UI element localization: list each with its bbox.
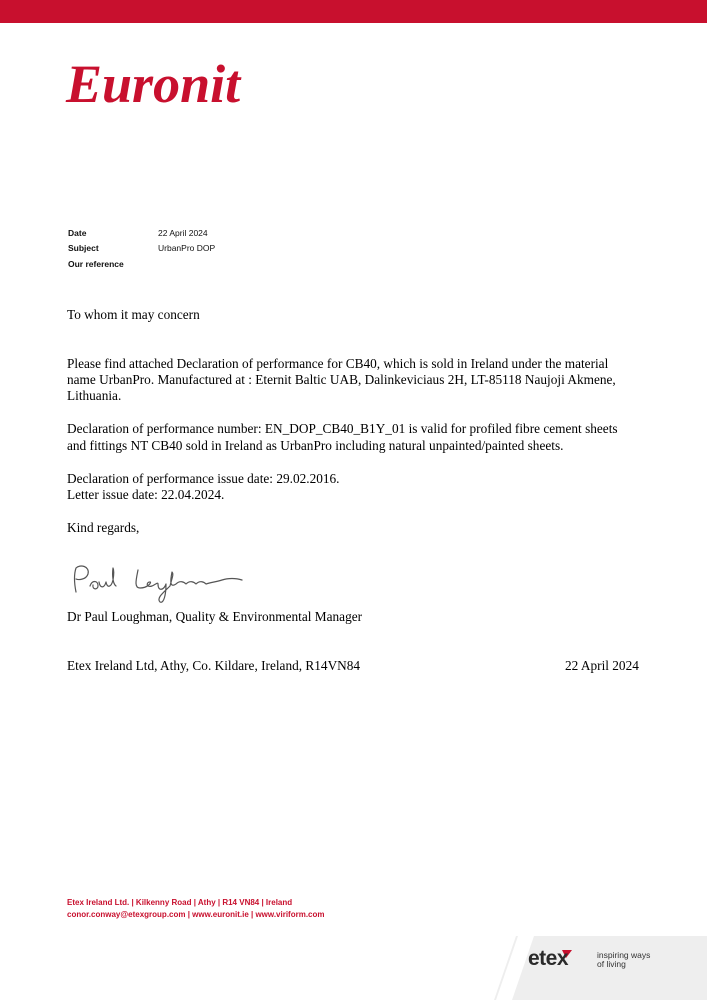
paragraph-2-line-1: Declaration of performance number: EN_DOP_CB40_B1Y_01 is valid for profiled fibre cement sheets xyxy=(67,421,618,436)
date-value: 22 April 2024 xyxy=(158,228,208,238)
dop-issue-date: Declaration of performance issue date: 29.02.2016. xyxy=(67,471,340,486)
paragraph-2-line-2: and fittings NT CB40 sold in Ireland as UrbanPro including natural unpainted/painted sheets. xyxy=(67,438,564,453)
footer-address: Etex Ireland Ltd. | Kilkenny Road | Athy | R14 VN84 | Ireland xyxy=(67,898,293,907)
date-label: Date xyxy=(68,228,87,238)
salutation: To whom it may concern xyxy=(67,307,200,322)
paragraph-1-line-2: name UrbanPro. Manufactured at : Eternit Baltic UAB, Dalinkeviciaus 2H, LT-85118 Naujoji Akmene, xyxy=(67,372,616,387)
handwritten-signature xyxy=(66,562,256,610)
company-date: 22 April 2024 xyxy=(565,658,639,673)
subject-value: UrbanPro DOP xyxy=(158,243,216,253)
header-red-bar xyxy=(0,0,707,23)
etex-tagline-2: of living xyxy=(597,959,626,969)
company-address: Etex Ireland Ltd, Athy, Co. Kildare, Ireland, R14VN84 xyxy=(67,658,361,673)
paragraph-1-line-1: Please find attached Declaration of performance for CB40, which is sold in Ireland under the material xyxy=(67,356,609,371)
footer-contact: conor.conway@etexgroup.com | www.euronit.ie | www.viriform.com xyxy=(67,910,325,919)
reference-label: Our reference xyxy=(68,259,124,269)
paragraph-1-line-3: Lithuania. xyxy=(67,388,122,403)
etex-wordmark: etex xyxy=(528,947,569,970)
signatory: Dr Paul Loughman, Quality & Environmental Manager xyxy=(67,609,363,624)
etex-tagline-1: inspiring ways xyxy=(597,950,651,960)
subject-label: Subject xyxy=(68,243,99,253)
svg-text:Euronit: Euronit xyxy=(66,54,241,114)
letter-issue-date: Letter issue date: 22.04.2024. xyxy=(67,487,225,502)
closing: Kind regards, xyxy=(67,520,140,535)
euronit-logo xyxy=(64,44,244,114)
